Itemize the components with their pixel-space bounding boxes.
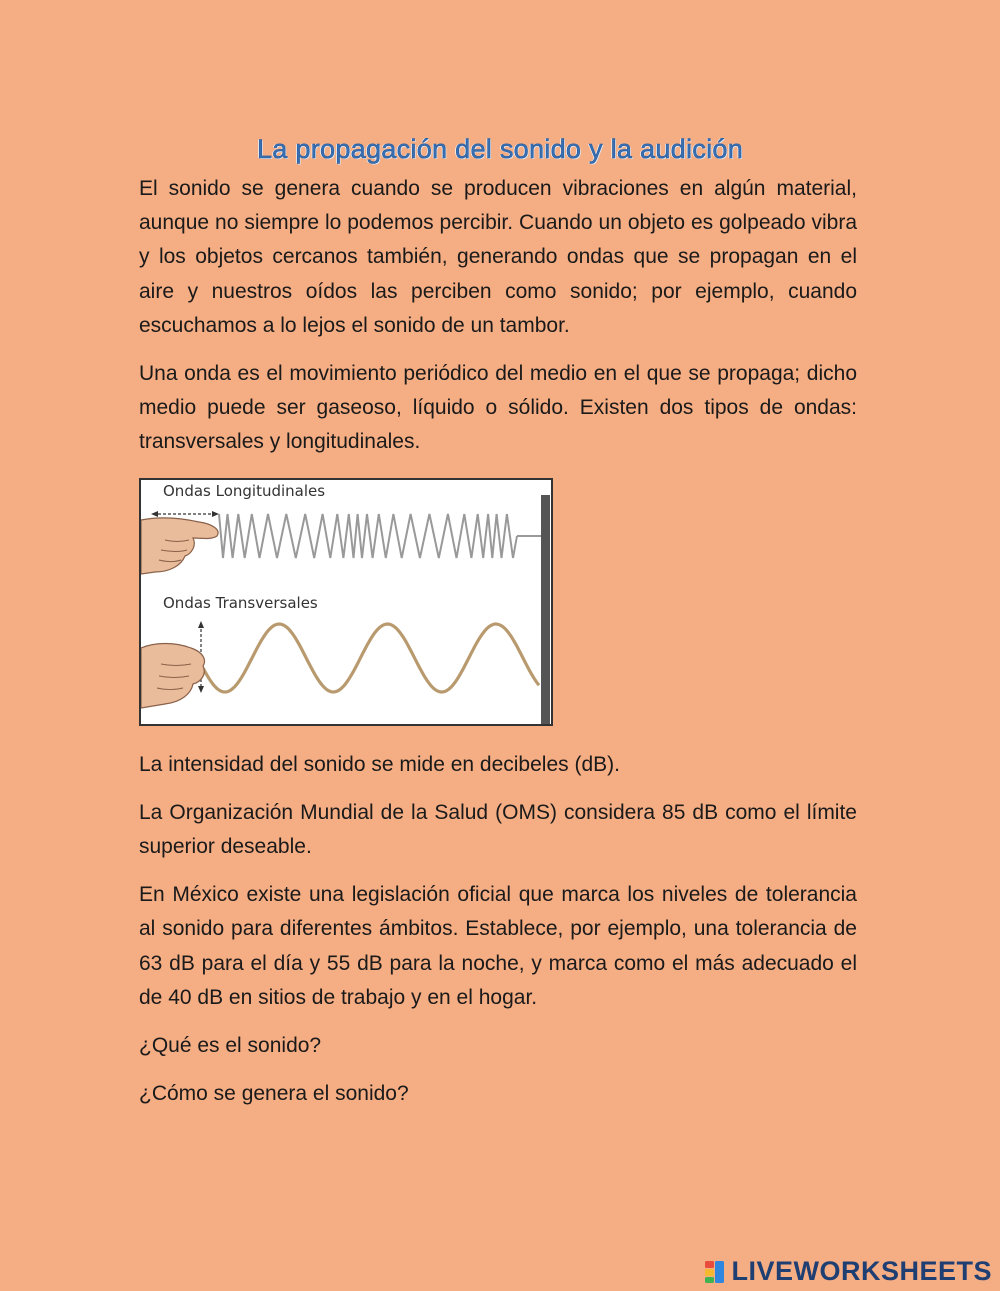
wave-illustration: [141, 480, 553, 726]
question-2: ¿Cómo se genera el sonido?: [139, 1082, 409, 1106]
hand-icon: [141, 517, 218, 573]
document-body: [139, 172, 857, 1125]
wave-types-figure: [139, 478, 553, 726]
paragraph-oms-limit: La Organización Mundial de la Salud (OMS) considera 85 dB como el límite superior deseable.: [139, 800, 857, 859]
paragraph-sound-generation: El sonido se genera cuando se producen vibraciones en algún material, aunque no siempre lo podemos percibir. Cuando un objeto es golpeado vibra y los objetos cercanos también, generando ondas que se propagan en el aire y nuestros oídos las perciben como sonido; por ejemplo, cuando escuchamos a lo lejos el sonido de un tambor.: [139, 177, 857, 337]
transverse-rope: [203, 624, 539, 692]
paragraph-mexico-legislation: En México existe una legislación oficial que marca los niveles de tolerancia al sonido para diferentes ámbitos. Establece, por ejemplo, una tolerancia de 63 dB para el día y 55 dB para la noche, y marca como el más adecuado el de 40 dB en sitios de trabajo y en el hogar.: [139, 883, 857, 1009]
longitudinal-arrow-icon: [151, 511, 219, 517]
longitudinal-waves-label: Ondas Longitudinales: [163, 481, 326, 500]
wall-block: [541, 495, 550, 725]
longitudinal-spring: [219, 514, 517, 558]
paragraph-intensity: La intensidad del sonido se mide en decibeles (dB).: [139, 752, 620, 776]
transverse-waves-label: Ondas Transversales: [163, 593, 318, 612]
question-1: ¿Qué es el sonido?: [139, 1034, 322, 1058]
hand-icon: [141, 643, 205, 708]
page-title: La propagación del sonido y la audición: [256, 134, 744, 165]
liveworksheets-logo-icon: [703, 1260, 727, 1284]
paragraph-wave-definition: Una onda es el movimiento periódico del medio en el que se propaga; dicho medio puede ser gaseoso, líquido o sólido. Existen dos tipos de ondas: transversales y longitudinales.: [139, 362, 857, 454]
brand-name: LIVEWORKSHEETS: [731, 1256, 992, 1286]
brand-footer: [703, 1256, 992, 1287]
